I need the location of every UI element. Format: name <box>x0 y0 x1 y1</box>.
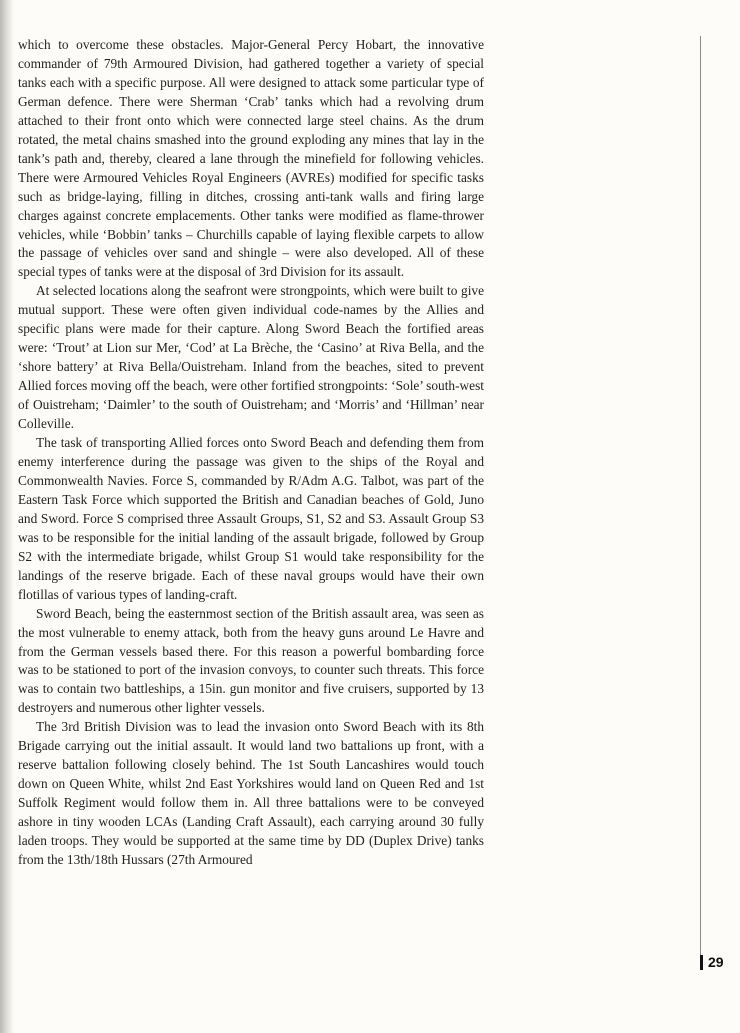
page-body-text <box>18 36 484 870</box>
page-number-bar <box>700 955 703 970</box>
margin-rule <box>700 36 701 970</box>
paragraph-strongpoints: At selected locations along the seafront were strongpoints, which were built to give mutual support. These were often given individual code-names by the Allies and specific plans were made for their capture. Along Sword Beach the fortified areas were: ‘Trout’ at Lion sur Mer, ‘Cod’ at La Brèche, the ‘Casino’ at Riva Bella, and the ‘shore battery’ at Riva Bella/Ouistreham. Inland from the beaches, sited to prevent Allied forces moving off the beach, were other fortified strongpoints: ‘Sole’ south-west of Ouistreham; ‘Daimler’ to the south of Ouistreham; and ‘Morris’ and ‘Hillman’ near Colleville. <box>18 283 484 432</box>
binding-gutter-shadow <box>0 0 14 1033</box>
paragraph-special-tanks: which to overcome these obstacles. Major-General Percy Hobart, the innovative commander of 79th Armoured Division, had gathered together a variety of special tanks each with a specific purpose. All were designed to attack some particular type of German defence. There were Sherman ‘Crab’ tanks which had a revolving drum attached to their front onto which were connected large steel chains. As the drum rotated, the metal chains smashed into the ground exploding any mines that lay in the tank’s path and, thereby, cleared a lane through the minefield for following vehicles. There were Armoured Vehicles Royal Engineers (AVREs) modified for specific tasks such as bridge-laying, filling in ditches, crossing anti-tank walls and firing large charges against concrete emplacements. Other tanks were modified as flame-thrower vehicles, while ‘Bobbin’ tanks – Churchills capable of laying flexible carpets to allow the passage of vehicles over sand and shingle – were also developed. All of these special types of tanks were at the disposal of 3rd Division for its assault. <box>18 37 484 280</box>
page-number: 29 <box>708 954 724 970</box>
paragraph-naval-transport: The task of transporting Allied forces onto Sword Beach and defending them from enemy interference during the passage was given to the ships of the Royal and Commonwealth Navies. Force S, commanded by R/Adm A.G. Talbot, was part of the Eastern Task Force which supported the British and Canadian beaches of Gold, Juno and Sword. Force S comprised three Assault Groups, S1, S2 and S3. Assault Group S3 was to be responsible for the initial landing of the assault brigade, followed by Group S2 with the intermediate brigade, whilst Group S1 would take responsibility for the landings of the reserve brigade. Each of these naval groups would have their own flotillas of various types of landing-craft. <box>18 435 484 602</box>
paragraph-3rd-division: The 3rd British Division was to lead the invasion onto Sword Beach with its 8th Brigade carrying out the initial assault. It would land two battalions up front, with a reserve battalion following closely behind. The 1st South Lancashires would touch down on Queen White, whilst 2nd East Yorkshires would land on Queen Red and 1st Suffolk Regiment would follow them in. All three battalions were to be conveyed ashore in tiny wooden LCAs (Landing Craft Assault), each carrying around 30 fully laden troops. They would be supported at the same time by DD (Duplex Drive) tanks from the 13th/18th Hussars (27th Armoured <box>18 719 484 867</box>
paragraph-bombarding-force: Sword Beach, being the easternmost section of the British assault area, was seen as the most vulnerable to enemy attack, both from the heavy guns around Le Havre and from the German vessels based there. For this reason a powerful bombarding force was to be stationed to port of the invasion convoys, to counter such threats. This force was to contain two battleships, a 15in. gun monitor and five cruisers, supported by 13 destroyers and numerous other lighter vessels. <box>18 605 484 716</box>
